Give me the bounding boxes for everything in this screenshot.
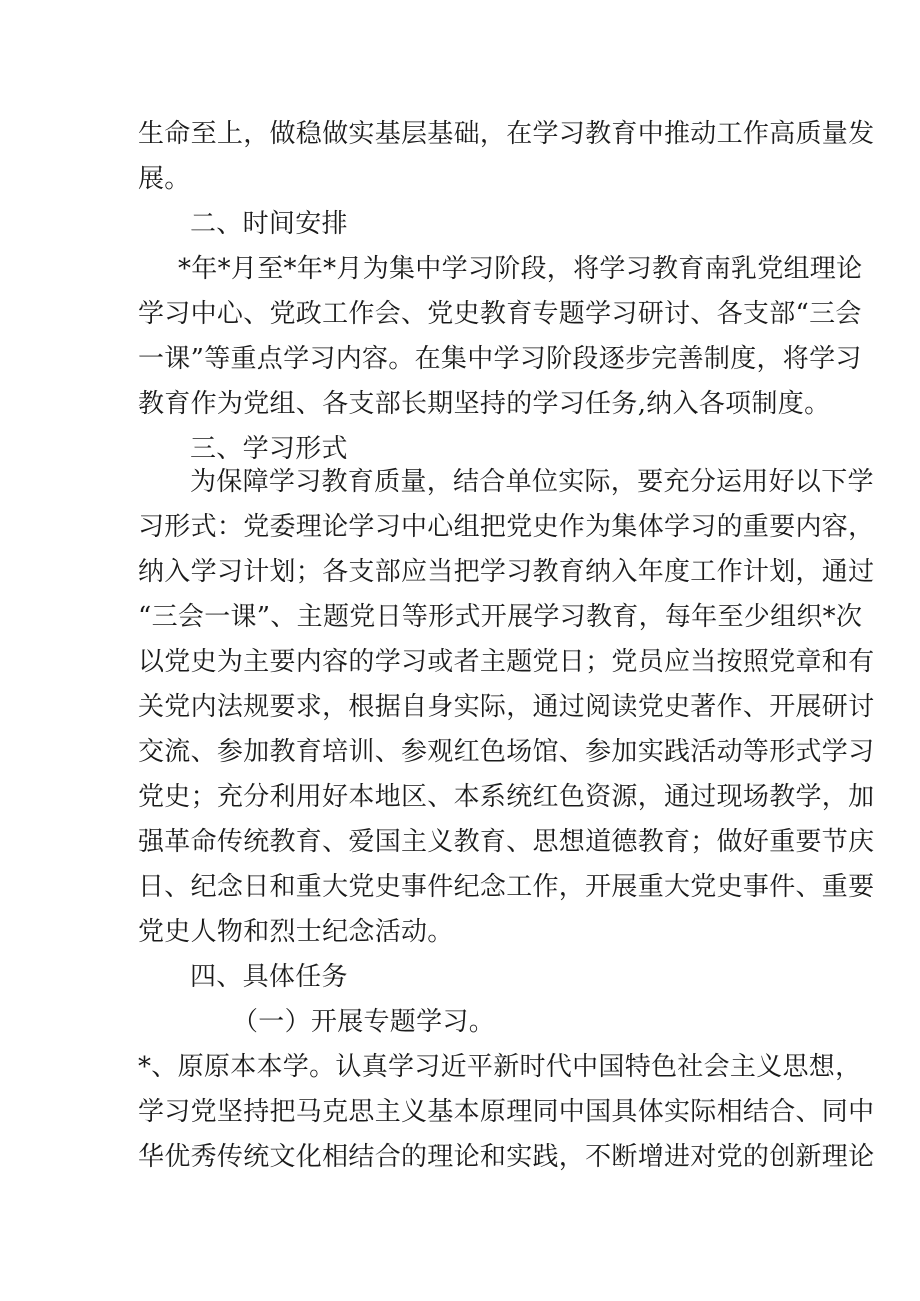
body-line: *、原原本本学。认真学习近平新时代中国特色社会主义思想， bbox=[138, 1052, 862, 1082]
body-line: 以党史为主要内容的学习或者主题党日；党员应当按照党章和有 bbox=[138, 647, 875, 677]
body-line: 强革命传统教育、爱国主义教育、思想道德教育；做好重要节庆 bbox=[138, 827, 875, 857]
section-heading-tasks: 四、具体任务 bbox=[190, 962, 348, 992]
body-line: “三会一课”、主题党日等形式开展学习教育，每年至少组织*次 bbox=[138, 602, 863, 632]
body-line: 为保障学习教育质量，结合单位实际，要充分运用好以下学 bbox=[190, 467, 874, 497]
body-line: 习形式：党委理论学习中心组把党史作为集体学习的重要内容， bbox=[138, 512, 875, 542]
section-heading-schedule: 二、时间安排 bbox=[190, 209, 348, 239]
body-line: 华优秀传统文化相结合的理论和实践，不断增进对党的创新理论 bbox=[138, 1142, 875, 1172]
body-line: 学习中心、党政工作会、党史教育专题学习研讨、各支部“三会 bbox=[138, 299, 862, 329]
subsection-heading: （一）开展专题学习。 bbox=[232, 1007, 496, 1037]
body-line: 一课”等重点学习内容。在集中学习阶段逐步完善制度，将学习 bbox=[138, 344, 862, 374]
body-line: 关党内法规要求，根据自身实际，通过阅读党史著作、开展研讨 bbox=[138, 692, 875, 722]
body-line: 日、纪念日和重大党史事件纪念工作，开展重大党史事件、重要 bbox=[138, 872, 875, 902]
body-line: 党史人物和烈士纪念活动。 bbox=[138, 917, 454, 947]
body-line: 展。 bbox=[138, 164, 191, 194]
body-line: 纳入学习计划；各支部应当把学习教育纳入年度工作计划，通过 bbox=[138, 557, 875, 587]
body-line: 党史；充分利用好本地区、本系统红色资源，通过现场教学，加 bbox=[138, 782, 875, 812]
body-line: 学习党坚持把马克思主义基本原理同中国具体实际相结合、同中 bbox=[138, 1097, 875, 1127]
body-line: 交流、参加教育培训、参观红色场馆、参加实践活动等形式学习 bbox=[138, 737, 875, 767]
body-line: *年*月至*年*月为集中学习阶段，将学习教育南乳党组理论 bbox=[178, 254, 863, 284]
body-line: 教育作为党组、各支部长期坚持的学习任务,纳入各项制度。 bbox=[138, 389, 831, 419]
body-line: 生命至上，做稳做实基层基础，在学习教育中推动工作高质量发 bbox=[138, 119, 875, 149]
section-heading-forms: 三、学习形式 bbox=[190, 434, 348, 464]
